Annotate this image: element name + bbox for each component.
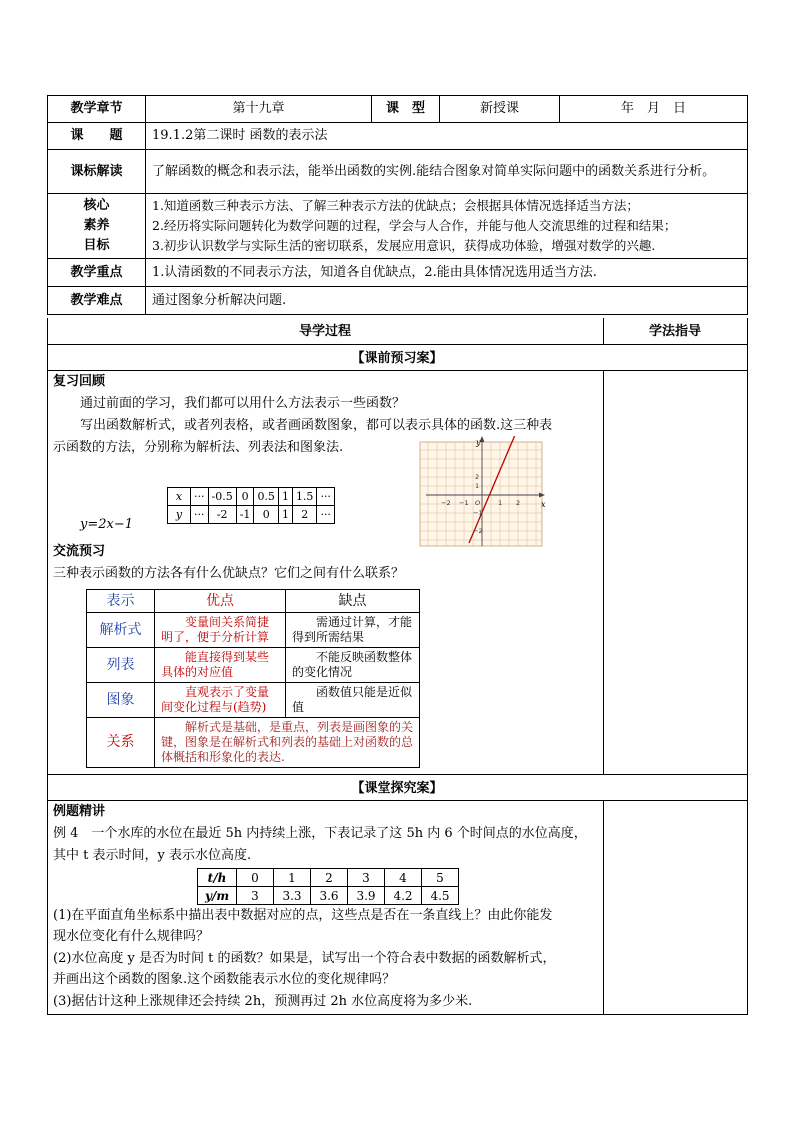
key-points-value: 1.认清函数的不同表示方法，知道各自优缺点，2.能由具体情况选用适当方法. [146, 259, 748, 287]
y-cell: 3.6 [311, 887, 348, 905]
topic-value: 19.1.2第二课时 函数的表示法 [146, 123, 748, 150]
t-label: t/h [198, 869, 237, 887]
method-name: 解析式 [87, 613, 155, 648]
standard-value: 了解函数的概念和表示法，能举出函数的实例.能结合图象对简单实际问题中的函数关系进行分析。 [146, 150, 748, 194]
core-item: 2.经历将实际问题转化为数学问题的过程，学会与人合作，并能与他人交流思维的过程和结果； [152, 218, 677, 233]
xy-x-label: x [168, 488, 191, 506]
review-line: 示函数的方法，分别称为解析法、列表法和图象法. [53, 440, 344, 455]
review-line: 写出函数解析式，或者列表格，或者画函数图象，都可以表示具体的函数.这三种表 [80, 418, 553, 433]
type-label: 课 型 [372, 96, 440, 123]
date-field: 年 月 日 [560, 96, 748, 123]
question-line: 并画出这个函数的图象.这个函数能表示水位的变化规律吗？ [53, 972, 396, 987]
xy-cell: 2 [292, 506, 317, 524]
xy-cell: 1 [278, 506, 292, 524]
t-cell: 0 [237, 869, 274, 887]
exchange-question: 三种表示函数的方法各有什么优缺点？它们之间有什么联系？ [53, 566, 405, 581]
method-pro: 变量间关系简捷明了，便于分析计算 [155, 613, 286, 648]
x-tick: −2 [441, 499, 451, 507]
question-line: 现水位变化有什么规律吗？ [53, 929, 210, 944]
t-cell: 5 [422, 869, 459, 887]
y-tick: 1 [475, 482, 480, 490]
y-tick: −1 [473, 509, 483, 517]
question-line: (3)据估计这种上涨规律还会持续 2h，预测再过 2h 水位高度将为多少米. [53, 994, 473, 1009]
comparison-header: 缺点 [286, 590, 420, 613]
core-item: 1.知道函数三种表示方法、了解三种表示方法的优缺点；会根据具体情况选择适当方法； [152, 198, 639, 213]
method-con: 函数值只能是近似值 [286, 683, 420, 718]
method-name: 列表 [87, 648, 155, 683]
chapter-label: 教学章节 [48, 96, 146, 123]
xy-cell: 0 [236, 488, 254, 506]
preview-section-title: 【课前预习案】 [351, 351, 443, 366]
t-cell: 3 [348, 869, 385, 887]
core-label-line: 目标 [83, 238, 110, 253]
exchange-title: 交流预习 [53, 544, 106, 559]
xy-cell: ··· [317, 488, 335, 506]
core-label-line: 核心 [83, 198, 110, 213]
method-pro: 能直接得到某些具体的对应值 [155, 648, 286, 683]
topic-label: 课 题 [48, 123, 146, 150]
y-cell: 4.2 [385, 887, 422, 905]
t-cell: 4 [385, 869, 422, 887]
y-tick: 2 [475, 473, 480, 481]
key-points-label: 教学重点 [48, 259, 146, 287]
example-title: 例题精讲 [53, 804, 106, 819]
process-header-left: 导学过程 [298, 324, 351, 339]
xy-cell: ··· [317, 506, 335, 524]
method-pro: 直观表示了变量间变化过程与(趋势) [155, 683, 286, 718]
y-cell: 3.9 [348, 887, 385, 905]
difficulties-value: 通过图象分析解决问题. [146, 287, 748, 315]
y-cell: 3 [237, 887, 274, 905]
core-label [48, 194, 146, 259]
example-line: 其中 t 表示时间，y 表示水位高度. [53, 848, 252, 863]
x-tick: 1 [498, 499, 503, 507]
t-cell: 2 [311, 869, 348, 887]
method-con: 需通过计算，才能得到所需结果 [286, 613, 420, 648]
xy-y-label: y [168, 506, 191, 524]
y-label: y/m [198, 887, 237, 905]
xy-cell: -1 [236, 506, 254, 524]
xy-cell: ··· [191, 506, 209, 524]
relation-name: 关系 [87, 718, 155, 768]
lesson-plan-table [47, 95, 748, 315]
core-item: 3.初步认识数学与实际生活的密切联系，发展应用意识，获得成功体验，增强对数学的兴趣. [152, 238, 656, 253]
chapter-value: 第十九章 [146, 96, 372, 123]
review-title: 复习回顾 [53, 374, 106, 389]
xy-cell: 0.5 [254, 488, 279, 506]
method-name: 图象 [87, 683, 155, 718]
type-value: 新授课 [440, 96, 560, 123]
comparison-header: 表示 [87, 590, 155, 613]
y-cell: 4.5 [422, 887, 459, 905]
x-axis-label: x [541, 500, 546, 509]
method-con: 不能反映函数整体的变化情况 [286, 648, 420, 683]
core-items [146, 194, 748, 259]
xy-cell: -0.5 [208, 488, 236, 506]
difficulties-label: 教学难点 [48, 287, 146, 315]
comparison-table [86, 589, 420, 768]
x-tick: −1 [459, 499, 469, 507]
core-label-line: 素养 [83, 218, 110, 233]
standard-label: 课标解读 [48, 150, 146, 194]
process-header-right: 学法指导 [648, 324, 701, 339]
xy-cell: -2 [208, 506, 236, 524]
xy-cell: 1 [278, 488, 292, 506]
water-level-table [197, 868, 459, 905]
xy-cell: 0 [254, 506, 279, 524]
explore-section-title: 【课堂探究案】 [351, 781, 443, 796]
xy-cell: 1.5 [292, 488, 317, 506]
comparison-header: 优点 [155, 590, 286, 613]
question-line: (2)水位高度 y 是否为时间 t 的函数？如果是，试写出一个符合表中数据的函数解析式， [53, 951, 556, 966]
xy-table [167, 487, 335, 524]
formula: y=2x−1 [80, 517, 134, 532]
origin-label: O [475, 499, 481, 507]
review-line: 通过前面的学习，我们都可以用什么方法表示一些函数？ [80, 396, 406, 411]
t-cell: 1 [274, 869, 311, 887]
xy-cell: ··· [191, 488, 209, 506]
relation-text: 解析式是基础，是重点，列表是画图象的关键，图象是在解析式和列表的基础上对函数的总体概括和形象化的表达. [155, 718, 420, 768]
example-line: 例 4 一个水库的水位在最近 5h 内持续上涨，下表记录了这 5h 内 6 个时间点的水位高度， [53, 826, 587, 841]
function-graph [418, 436, 546, 550]
y-cell: 3.3 [274, 887, 311, 905]
y-axis-label: y [476, 438, 481, 447]
y-tick: −2 [473, 527, 483, 535]
question-line: (1)在平面直角坐标系中描出表中数据对应的点，这些点是否在一条直线上？由此你能发 [53, 908, 553, 923]
x-tick: 2 [516, 499, 521, 507]
